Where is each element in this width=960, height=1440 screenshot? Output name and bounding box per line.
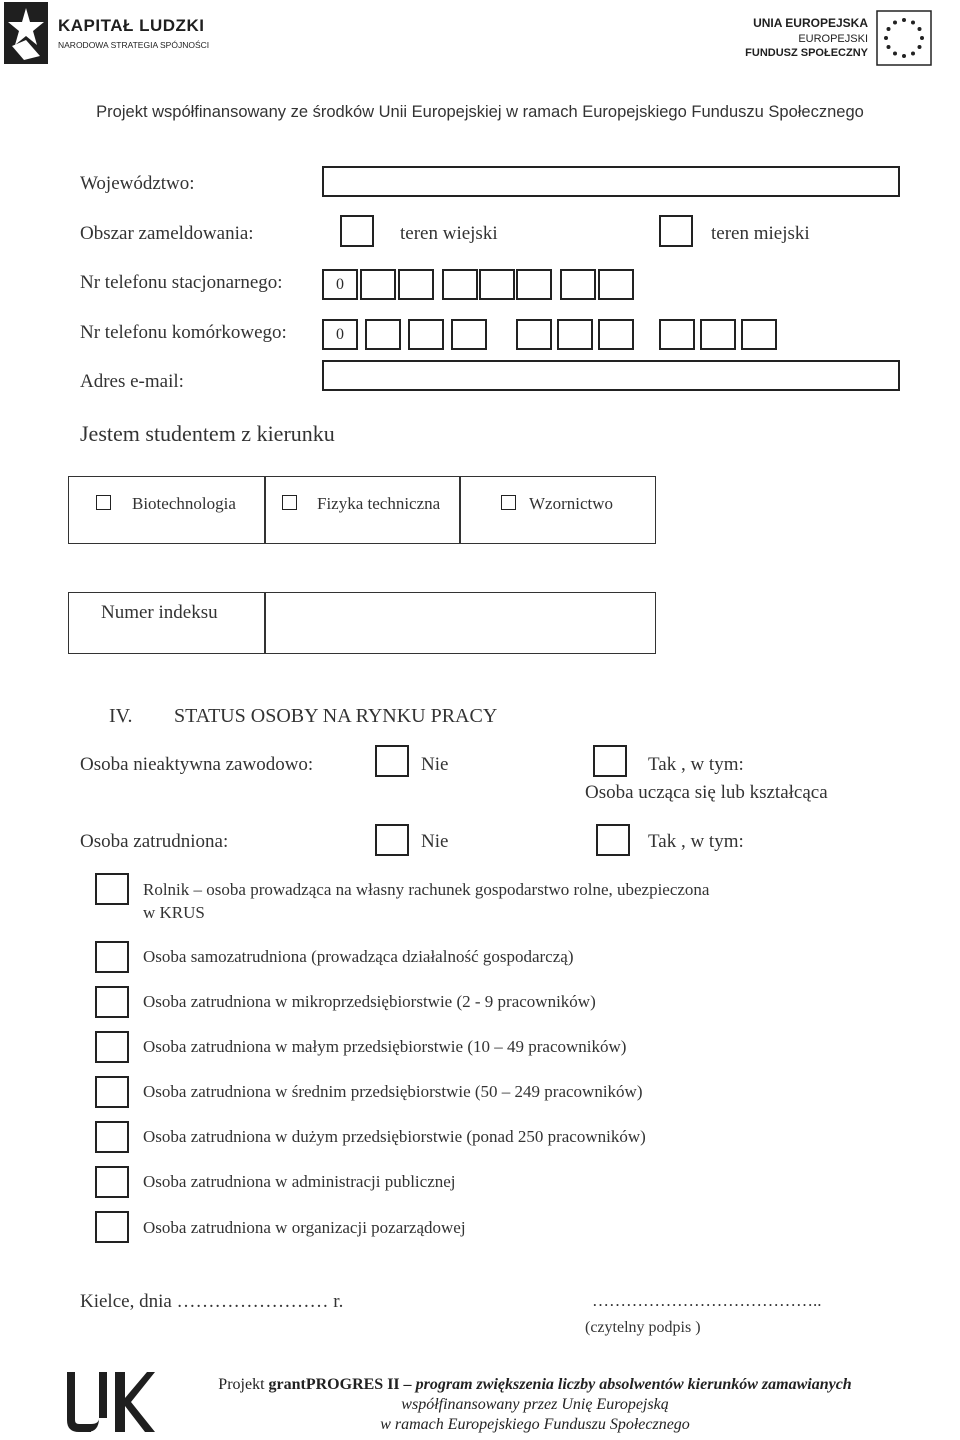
tel-kom-digit[interactable] [516, 319, 552, 350]
eu-flag-icon [876, 10, 932, 66]
tel-stac-label: Nr telefonu stacjonarnego: [80, 272, 283, 293]
section-title: STATUS OSOBY NA RYNKU PRACY [174, 705, 498, 727]
ue-line1: UNIA EUROPEJSKA [753, 16, 868, 30]
teren-wiejski-label: teren wiejski [400, 223, 498, 244]
place-date: Kielce, dnia …………………… r. [80, 1291, 344, 1312]
uczaca-label: Osoba ucząca się lub kształcąca [585, 782, 828, 803]
tel-stac-digit[interactable] [516, 269, 552, 300]
srednie-checkbox[interactable] [95, 1076, 129, 1108]
nieaktywna-label: Osoba nieaktywna zawodowo: [80, 754, 314, 775]
kierunek-divider [459, 477, 461, 543]
tel-kom-digit[interactable] [451, 319, 487, 350]
footer-grant-name: grantPROGRES II [268, 1376, 400, 1393]
ngo-label: Osoba zatrudniona w organizacji pozarządowej [143, 1218, 466, 1237]
wzornictwo-label: Wzornictwo [529, 494, 614, 513]
kierunek-divider [264, 477, 266, 543]
administracja-checkbox[interactable] [95, 1166, 129, 1198]
tel-stac-digit[interactable]: 0 [322, 269, 358, 300]
mikro-checkbox[interactable] [95, 986, 129, 1018]
fizyka-techniczna-label: Fizyka techniczna [317, 494, 441, 513]
tel-kom-digit[interactable] [741, 319, 777, 350]
indeks-label: Numer indeksu [101, 602, 218, 623]
ujk-logo-icon [63, 1370, 155, 1436]
email-field[interactable] [322, 360, 900, 391]
zatrudniona-nie-checkbox[interactable] [375, 824, 409, 856]
rolnik-label: Rolnik – osoba prowadząca na własny rachunek gospodarstwo rolne, ubezpieczona [143, 880, 710, 899]
project-cofinancing-line: Projekt współfinansowany ze środków Unii Europejskiej w ramach Europejskiego Funduszu Społecznego [96, 103, 864, 121]
tel-kom-digit[interactable] [408, 319, 444, 350]
teren-miejski-checkbox[interactable] [659, 215, 693, 247]
biotechnologia-label: Biotechnologia [132, 494, 236, 513]
tel-stac-digit[interactable] [560, 269, 596, 300]
email-label: Adres e-mail: [80, 371, 184, 392]
signature-caption: (czytelny podpis ) [585, 1319, 701, 1336]
wojewodztwo-field[interactable] [322, 166, 900, 197]
tel-kom-digit[interactable] [700, 319, 736, 350]
tel-stac-digit[interactable] [398, 269, 434, 300]
zatrudniona-tak-checkbox[interactable] [596, 824, 630, 856]
ngo-checkbox[interactable] [95, 1211, 129, 1243]
kapital-ludzki-title: KAPITAŁ LUDZKI [58, 16, 205, 35]
administracja-label: Osoba zatrudniona w administracji publicznej [143, 1172, 456, 1191]
rolnik-label-cont: w KRUS [143, 903, 205, 922]
kapital-ludzki-emblem-icon [4, 2, 50, 64]
biotechnologia-checkbox[interactable] [96, 495, 111, 510]
wojewodztwo-label: Województwo: [80, 173, 195, 194]
rolnik-checkbox[interactable] [95, 873, 129, 905]
srednie-label: Osoba zatrudniona w średnim przedsiębiorstwie (50 – 249 pracowników) [143, 1082, 643, 1101]
signature-dots: ………………………………….. [592, 1291, 822, 1310]
tel-stac-digit[interactable] [479, 269, 515, 300]
zatrudniona-tak-label: Tak , w tym: [648, 831, 744, 852]
tel-kom-label: Nr telefonu komórkowego: [80, 322, 287, 343]
nieaktywna-nie-checkbox[interactable] [375, 745, 409, 777]
tel-stac-digit[interactable] [360, 269, 396, 300]
kapital-ludzki-subtitle: NARODOWA STRATEGIA SPÓJNOŚCI [58, 40, 210, 50]
tel-kom-digit[interactable] [557, 319, 593, 350]
ue-logo [745, 10, 932, 68]
nieaktywna-tak-checkbox[interactable] [593, 745, 627, 777]
wzornictwo-checkbox[interactable] [501, 495, 516, 510]
footer-line1-c: – program zwiększenia liczby absolwentów kierunków zamawianych [399, 1376, 852, 1393]
zatrudniona-label: Osoba zatrudniona: [80, 831, 229, 852]
tel-stac-digit[interactable] [442, 269, 478, 300]
footer-line3: w ramach Europejskiego Funduszu Społecznego [380, 1416, 690, 1433]
teren-miejski-label: teren miejski [711, 223, 810, 244]
duze-checkbox[interactable] [95, 1121, 129, 1153]
zatrudniona-nie-label: Nie [421, 831, 449, 852]
section-number: IV. [109, 705, 133, 727]
kapital-ludzki-logo [4, 2, 214, 64]
nieaktywna-tak-label: Tak , w tym: [648, 754, 744, 775]
tel-stac-digit[interactable] [598, 269, 634, 300]
footer-line1-a: Projekt [218, 1376, 269, 1393]
tel-kom-digit[interactable]: 0 [322, 319, 358, 350]
footer-line1 [180, 1376, 890, 1394]
male-checkbox[interactable] [95, 1031, 129, 1063]
ue-line2: EUROPEJSKI [798, 33, 868, 45]
ue-line3: FUNDUSZ SPOŁECZNY [745, 47, 868, 59]
tel-kom-digit[interactable] [365, 319, 401, 350]
fizyka-techniczna-checkbox[interactable] [282, 495, 297, 510]
male-label: Osoba zatrudniona w małym przedsiębiorstwie (10 – 49 pracowników) [143, 1037, 627, 1056]
duze-label: Osoba zatrudniona w dużym przedsiębiorstwie (ponad 250 pracowników) [143, 1127, 646, 1146]
samozatrudniona-checkbox[interactable] [95, 941, 129, 973]
tel-kom-digit[interactable] [659, 319, 695, 350]
mikro-label: Osoba zatrudniona w mikroprzedsiębiorstwie (2 - 9 pracowników) [143, 992, 596, 1011]
footer-line2: współfinansowany przez Unię Europejską [401, 1396, 669, 1413]
nieaktywna-nie-label: Nie [421, 754, 449, 775]
obszar-label: Obszar zameldowania: [80, 223, 254, 244]
samozatrudniona-label: Osoba samozatrudniona (prowadząca działalność gospodarczą) [143, 947, 574, 966]
tel-kom-digit[interactable] [598, 319, 634, 350]
kierunek-heading: Jestem studentem z kierunku [80, 421, 335, 446]
teren-wiejski-checkbox[interactable] [340, 215, 374, 247]
indeks-field[interactable] [266, 594, 654, 652]
